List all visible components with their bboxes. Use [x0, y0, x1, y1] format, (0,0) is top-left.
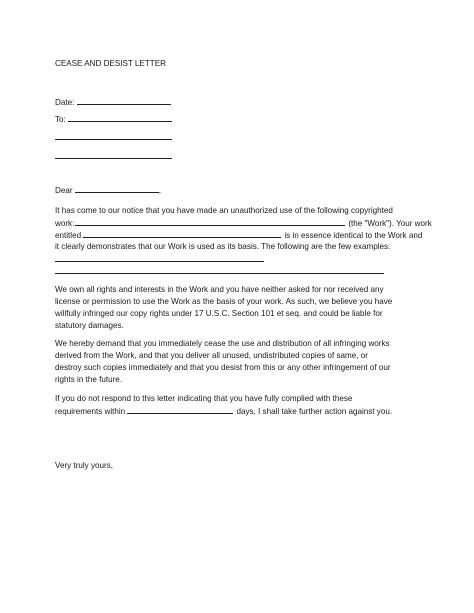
p4-line-1: If you do not respond to this letter indicating that you have fully complied with these — [55, 394, 353, 403]
p3-line-4: rights in the future. — [55, 375, 123, 384]
closing: Very truly yours, — [55, 461, 114, 470]
work-label: work: — [55, 219, 75, 228]
to-label: To: — [55, 115, 66, 124]
p3-line-3: destroy such copies immediately and that you desist from this or any other infringement of our — [55, 363, 391, 372]
date-line — [55, 96, 171, 108]
dear-label: Dear — [55, 186, 73, 195]
p4-line-2 — [55, 405, 392, 417]
examples-line-2[interactable] — [55, 273, 384, 274]
p1-line-2 — [55, 217, 432, 229]
p2-line-3: willfully infringed our copy rights under 17 U.S.C. Section 101 et seq. and could be liable for — [55, 309, 383, 318]
date-label: Date: — [55, 98, 75, 107]
recipient-name-blank[interactable] — [75, 184, 162, 195]
date-blank[interactable] — [77, 96, 171, 105]
salutation-line — [55, 184, 161, 196]
examples-line-1[interactable] — [55, 261, 264, 262]
work-blank[interactable] — [75, 217, 345, 226]
address-line-1[interactable] — [55, 139, 172, 140]
dear-suffix: , — [158, 186, 162, 195]
work-suffix: (the "Work"). Your work — [348, 219, 432, 228]
p1-line-3 — [55, 229, 422, 241]
days-suffix: days, I shall take further action against you. — [236, 407, 393, 416]
to-line — [55, 113, 172, 125]
days-blank[interactable] — [127, 405, 233, 414]
entitled-blank[interactable] — [83, 229, 281, 238]
entitled-label: entitled — [55, 231, 82, 240]
entitled-suffix: is in essence identical to the Work and — [284, 231, 423, 240]
p1-line-4: it clearly demonstrates that our Work is used as its basis. The following are the few examples: — [55, 242, 391, 251]
letter-title: CEASE AND DESIST LETTER — [55, 59, 166, 68]
to-blank[interactable] — [68, 113, 172, 122]
p3-line-2: derived from the Work, and that you deliver all unused, undistributed copies of same, or — [55, 351, 368, 360]
p3-line-1: We hereby demand that you immediately cease the use and distribution of all infringing works — [55, 339, 390, 348]
p1-line-1: It has come to our notice that you have made an unauthorized use of the following copyrighted — [55, 206, 393, 215]
requirements-label: requirements within — [55, 407, 126, 416]
p2-line-2: license or permission to use the Work as the basis of your work. As such, we believe you have — [55, 297, 393, 306]
address-line-2[interactable] — [55, 158, 172, 159]
p2-line-4: statutory damages. — [55, 321, 124, 330]
p2-line-1: We own all rights and interests in the Work and you have neither asked for nor received any — [55, 285, 384, 294]
